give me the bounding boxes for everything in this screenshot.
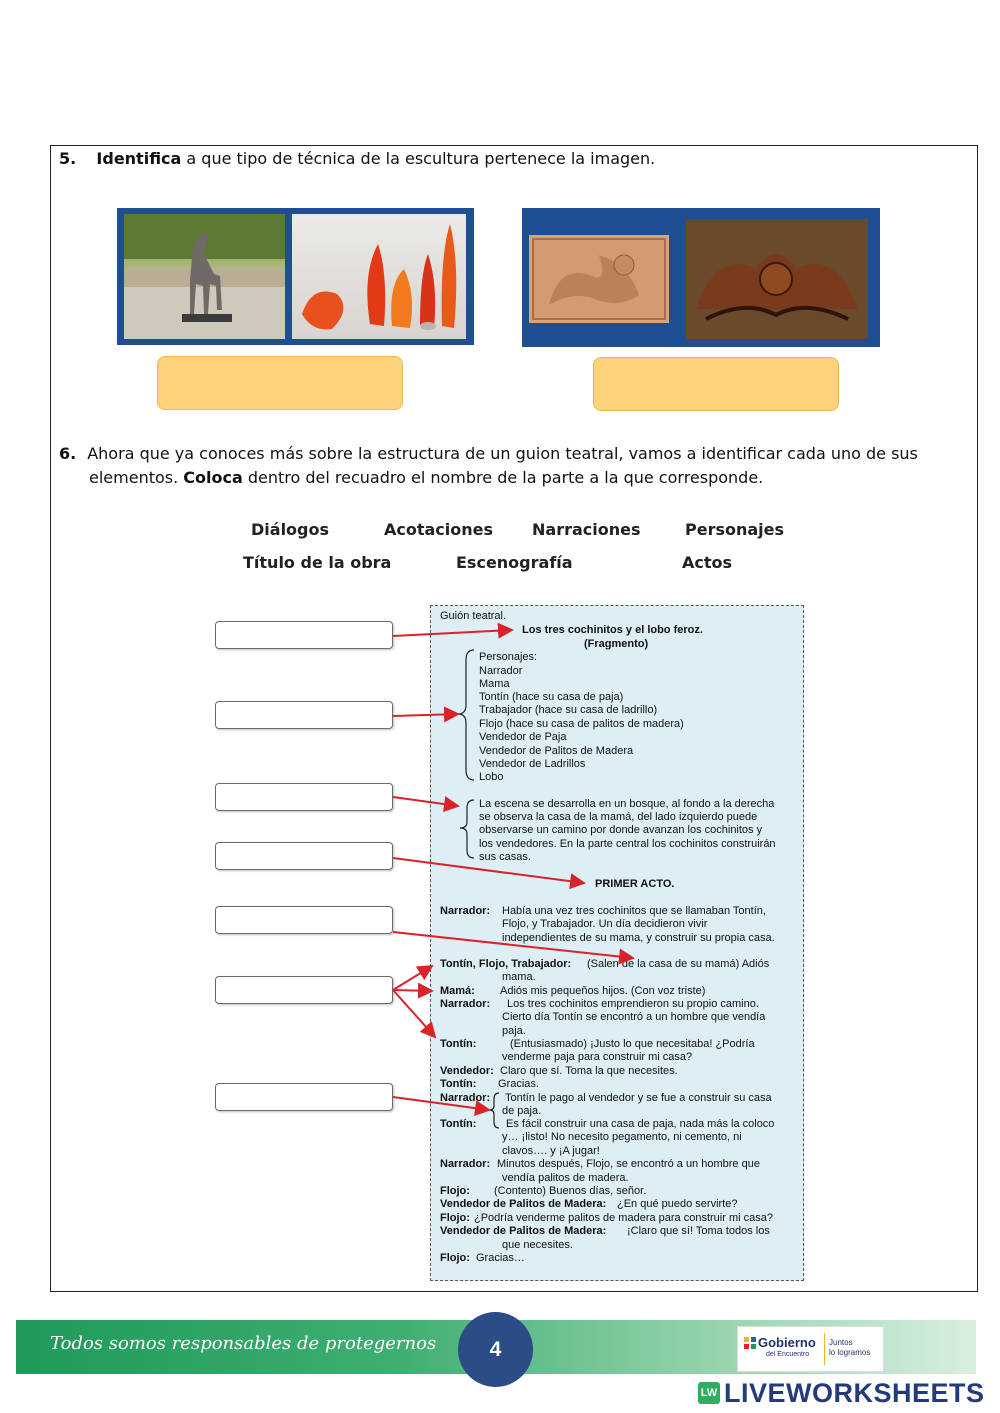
word-escenografia: Escenografía (456, 553, 573, 572)
arrow-4 (393, 858, 584, 883)
word-personajes: Personajes (685, 520, 785, 539)
liveworksheets-logo-icon: LW (698, 1382, 720, 1404)
gov-tag-1: Juntos (829, 1338, 853, 1347)
character-line: Lobo (479, 771, 504, 783)
dialogue-text: ¿En qué puedo servirte? (617, 1198, 738, 1210)
dialogue-text: ¡Claro que sí! Toma todos los (627, 1225, 770, 1237)
script-title: Los tres cochinitos y el lobo feroz. (522, 624, 703, 636)
dialogue-text: Gracias. (498, 1078, 539, 1090)
speaker: Narrador: (440, 1092, 491, 1104)
speaker: Narrador: (440, 1158, 491, 1170)
dialogue-text: independientes de su mama, y construir su propia casa. (502, 932, 775, 944)
question-6-line2-post: dentro del recuadro el nombre de la parte a la que corresponde. (242, 468, 764, 487)
character-line: Vendedor de Palitos de Madera (479, 745, 634, 757)
page-number: 4 (458, 1312, 533, 1387)
dialogue-text: (Entusiasmado) ¡Justo lo que necesitaba! ¿Podría (510, 1038, 755, 1050)
character-line: Flojo (hace su casa de palitos de madera) (479, 718, 684, 730)
script-heading: Guión teatral. (440, 610, 507, 622)
footer-slogan: Todos somos responsables de protegernos (50, 1333, 437, 1354)
arrow-7 (393, 1097, 489, 1110)
brace-narration (489, 1093, 499, 1128)
brace-characters (458, 650, 474, 780)
act-title: PRIMER ACTO. (595, 878, 675, 890)
character-line: Narrador (479, 665, 523, 677)
speaker: Tontín: (440, 1038, 477, 1050)
word-narraciones: Narraciones (532, 520, 641, 539)
question-5-text: a que tipo de técnica de la escultura pertenece la imagen. (181, 149, 656, 168)
dialogue-text: mama. (502, 971, 536, 983)
gov-main-text: Gobierno (758, 1335, 816, 1350)
dialogue-text: Gracias… (476, 1252, 525, 1264)
scenery-line: los vendedores. En la parte central los cochinitos construirán (479, 838, 776, 850)
character-line: Mama (479, 678, 510, 690)
arrow-6b (393, 990, 432, 991)
dialogue-text: vendía palitos de madera. (502, 1172, 629, 1184)
gov-divider (824, 1333, 825, 1365)
question-5-number: 5. (59, 149, 77, 168)
dialogue-text: Adiós mis pequeños hijos. (Con voz triste) (500, 985, 706, 997)
dialogue-text: clavos…. y ¡A jugar! (502, 1145, 600, 1157)
speaker: Narrador: (440, 905, 491, 917)
scenery-line: se observa la casa de la mamá, del lado izquierdo puede (479, 811, 758, 823)
character-line: Trabajador (hace su casa de ladrillo) (479, 704, 658, 716)
dialogue-text: de paja. (502, 1105, 542, 1117)
speaker: Narrador: (440, 998, 491, 1010)
speaker: Tontín, Flojo, Trabajador: (440, 958, 572, 970)
character-line: Vendedor de Paja (479, 731, 567, 743)
scenery-line: La escena se desarrolla en un bosque, al fondo a la derecha (479, 798, 775, 810)
dialogue-text: venderme paja para construir mi casa? (502, 1051, 693, 1063)
script-characters-label: Personajes: (479, 651, 538, 663)
speaker: Vendedor: (440, 1065, 494, 1077)
dialogue-text: Había una vez tres cochinitos que se llamaban Tontín, (502, 905, 766, 917)
word-acotaciones: Acotaciones (384, 520, 494, 539)
question-6-verb: Coloca (183, 468, 243, 487)
arrow-6c (393, 990, 435, 1037)
government-logo (737, 1326, 884, 1372)
dialogue-text: ¿Podría venderme palitos de madera para construir mi casa? (474, 1212, 773, 1224)
speaker: Vendedor de Palitos de Madera: (440, 1198, 607, 1210)
question-6-number: 6. (59, 444, 77, 463)
dialogue-text: y… ¡listo! No necesito pegamento, ni cemento, ni (502, 1131, 742, 1143)
scenery-line: sus casas. (479, 851, 531, 863)
question-5-verb: Identifica (96, 149, 182, 168)
speaker: Tontín: (440, 1078, 477, 1090)
arrow-6a (393, 966, 432, 990)
arrow-5 (393, 932, 633, 958)
dialogue-text: Es fácil construir una casa de paja, nada más la coloco (506, 1118, 775, 1130)
liveworksheets-brand[interactable]: LIVEWORKSHEETS (724, 1378, 985, 1408)
dialogue-text: Cierto día Tontín se encontró a un hombre que vendía (502, 1011, 766, 1023)
speaker: Flojo: (440, 1212, 470, 1224)
brace-scenery (460, 800, 474, 858)
dialogue-text: Los tres cochinitos emprendieron su propio camino. (507, 998, 759, 1010)
question-6-line1: Ahora que ya conoces más sobre la estructura de un guion teatral, vamos a identificar cada uno de sus (87, 444, 918, 463)
arrow-3 (393, 797, 458, 806)
dialogue-text: Claro que sí. Toma la que necesites. (500, 1065, 678, 1077)
dialogue-text: paja. (502, 1025, 526, 1037)
speaker: Flojo: (440, 1252, 470, 1264)
word-actos: Actos (682, 553, 733, 572)
arrow-1 (393, 630, 512, 636)
dialogue-text: Minutos después, Flojo, se encontró a un hombre que (497, 1158, 760, 1170)
gov-sub-text: del Encuentro (766, 1351, 810, 1358)
speaker: Mamá: (440, 985, 475, 997)
dialogue-text: que necesites. (502, 1239, 573, 1251)
dialogue-text: (Salen de la casa de su mamá) Adiós (587, 958, 770, 970)
character-line: Vendedor de Ladrillos (479, 758, 586, 770)
speaker: Flojo: (440, 1185, 470, 1197)
speaker: Tontín: (440, 1118, 477, 1130)
script-subtitle: (Fragmento) (584, 638, 649, 650)
character-line: Tontín (hace su casa de paja) (479, 691, 624, 703)
scenery-line: observarse un camino por donde avanzan los cochinitos y (479, 824, 763, 836)
speaker: Vendedor de Palitos de Madera: (440, 1225, 607, 1237)
dialogue-text: Flojo, y Trabajador. Un día decidieron vivir (502, 918, 708, 930)
dialogue-text: Tontín le pago al vendedor y se fue a construir su casa (505, 1092, 772, 1104)
word-dialogos: Diálogos (251, 520, 330, 539)
question-6-line2-pre: elementos. (89, 468, 184, 487)
arrow-2 (393, 714, 458, 716)
dialogue-text: (Contento) Buenos días, señor. (494, 1185, 647, 1197)
gov-tag-2: lo logramos (829, 1348, 871, 1357)
word-titulo: Título de la obra (243, 553, 392, 572)
